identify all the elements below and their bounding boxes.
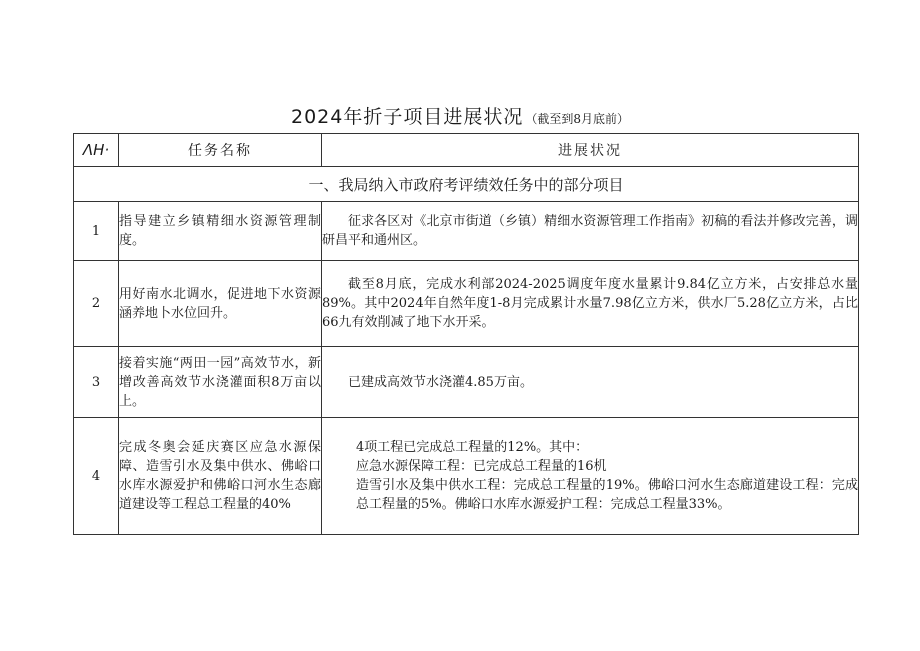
- progress-line: 征求各区对《北京市街道（乡镇）精细水资源管理工作指南》初稿的看法并修改完善，调研昌平和通州区。: [322, 214, 858, 248]
- title-main: 2024年折子项目进展状况: [291, 106, 524, 128]
- title-subtitle: （截至到8月底前）: [525, 112, 629, 126]
- table-row: [74, 261, 859, 347]
- progress-line: 已建成高效节水浇灌4.85万亩。: [348, 374, 533, 390]
- table-row: [74, 202, 859, 261]
- progress-cell: [322, 202, 859, 261]
- table-row: [74, 418, 859, 535]
- header-task-name: 任务名称: [119, 134, 322, 167]
- progress-line: 应急水源保障工程：已完成总工程量的16机: [356, 459, 607, 474]
- progress-line: 造雪引水及集中供水工程：完成总工程量的19%。佛峪口河水生态廊道建设工程：完成总工程量的5%。佛峪口水库水源爱护工程：完成总工程量33%。: [356, 478, 858, 512]
- progress-cell: [322, 261, 859, 347]
- section-row: [74, 167, 859, 202]
- row-number: 1: [74, 202, 119, 261]
- row-number: 4: [74, 418, 119, 535]
- section-heading: 一、我局纳入市政府考评绩效任务中的部分项目: [74, 167, 859, 202]
- task-name-cell: 完成冬奥会延庆赛区应急水源保障、造雪引水及集中供水、佛峪口水库水源爱护和佛峪口河水生态廊道建设等工程总工程量的40%: [119, 418, 322, 535]
- task-name-cell: 接着实施“两田一园”高效节水，新增改善高效节水浇灌面积8万亩以上。: [119, 347, 322, 418]
- progress-cell: [322, 418, 859, 535]
- task-name-cell: 用好南水北调水，促进地下水资源涵养地卜水位回升。: [119, 261, 322, 347]
- task-name-cell: 指导建立乡镇精细水资源管理制度。: [119, 202, 322, 261]
- table-row: [74, 347, 859, 418]
- table-header-row: [74, 134, 859, 167]
- header-number: ΛΗ·: [74, 134, 119, 167]
- row-number: 3: [74, 347, 119, 418]
- header-progress: 进展状况: [322, 134, 859, 167]
- page-title: [0, 102, 920, 129]
- progress-line: 截至8月底，完成水利部2024-2025调度年度水量累计9.84亿立方米，占安排总水量89%。其中2024年自然年度1-8月完成累计水量7.98亿立方米，供水厂5.28亿立方米，占比66九有效削减了地下水开采。: [322, 277, 858, 330]
- progress-table: [73, 133, 859, 535]
- progress-line: 4项工程已完成总工程量的12%。其中：: [356, 440, 589, 455]
- row-number: 2: [74, 261, 119, 347]
- progress-cell: [322, 347, 859, 418]
